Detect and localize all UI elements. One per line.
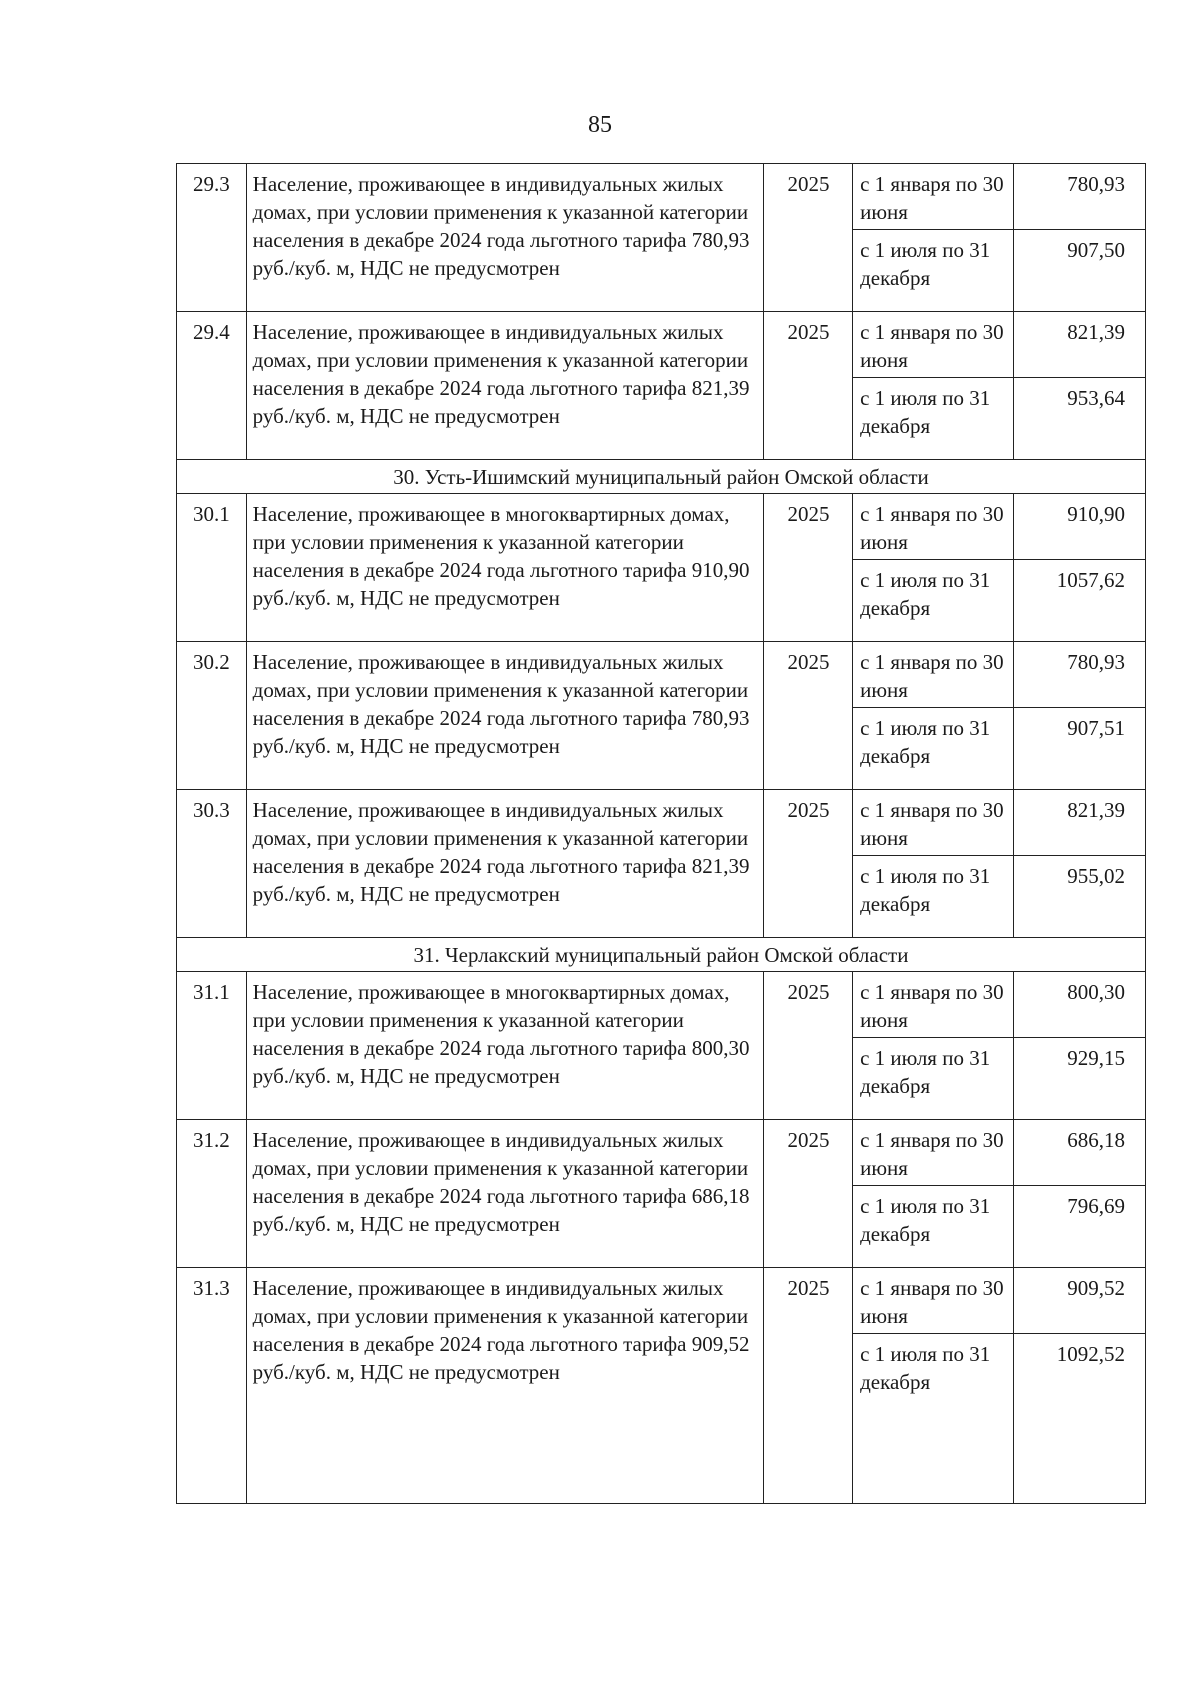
page-number: 85 bbox=[588, 112, 612, 138]
tariff-value: 1057,62 bbox=[1014, 560, 1146, 642]
period-first-half: с 1 января по 30 июня bbox=[853, 1268, 1014, 1334]
tariff-table bbox=[176, 163, 1146, 1504]
row-year: 2025 bbox=[763, 972, 852, 1120]
row-year: 2025 bbox=[763, 1268, 852, 1504]
table-row bbox=[177, 972, 1146, 1038]
section-row bbox=[177, 460, 1146, 494]
table-row bbox=[177, 1120, 1146, 1186]
tariff-value: 907,51 bbox=[1014, 708, 1146, 790]
period-first-half: с 1 января по 30 июня bbox=[853, 312, 1014, 378]
table-row bbox=[177, 494, 1146, 560]
row-number: 31.2 bbox=[177, 1120, 247, 1268]
tariff-value: 821,39 bbox=[1014, 790, 1146, 856]
row-description: Население, проживающее в индивидуальных жилых домах, при условии применения к указанной категории населения в декабре 2024 года льготного тарифа 686,18 руб./куб. м, НДС не предусмотрен bbox=[246, 1120, 763, 1268]
tariff-value: 910,90 bbox=[1014, 494, 1146, 560]
period-second-half: с 1 июля по 31 декабря bbox=[853, 856, 1014, 938]
period-first-half: с 1 января по 30 июня bbox=[853, 972, 1014, 1038]
tariff-value: 953,64 bbox=[1014, 378, 1146, 460]
row-number: 31.1 bbox=[177, 972, 247, 1120]
row-year: 2025 bbox=[763, 164, 852, 312]
table-row bbox=[177, 312, 1146, 378]
tariff-value: 1092,52 bbox=[1014, 1334, 1146, 1504]
tariff-value: 909,52 bbox=[1014, 1268, 1146, 1334]
row-year: 2025 bbox=[763, 312, 852, 460]
period-first-half: с 1 января по 30 июня bbox=[853, 790, 1014, 856]
row-year: 2025 bbox=[763, 494, 852, 642]
period-first-half: с 1 января по 30 июня bbox=[853, 642, 1014, 708]
period-second-half: с 1 июля по 31 декабря bbox=[853, 560, 1014, 642]
tariff-value: 800,30 bbox=[1014, 972, 1146, 1038]
row-description: Население, проживающее в индивидуальных жилых домах, при условии применения к указанной категории населения в декабре 2024 года льготного тарифа 821,39 руб./куб. м, НДС не предусмотрен bbox=[246, 790, 763, 938]
row-description: Население, проживающее в индивидуальных жилых домах, при условии применения к указанной категории населения в декабре 2024 года льготного тарифа 780,93 руб./куб. м, НДС не предусмотрен bbox=[246, 164, 763, 312]
tariff-value: 821,39 bbox=[1014, 312, 1146, 378]
period-second-half: с 1 июля по 31 декабря bbox=[853, 230, 1014, 312]
section-title: 31. Черлакский муниципальный район Омской области bbox=[177, 938, 1146, 972]
tariff-value: 955,02 bbox=[1014, 856, 1146, 938]
table-row bbox=[177, 790, 1146, 856]
period-second-half: с 1 июля по 31 декабря bbox=[853, 708, 1014, 790]
row-number: 30.3 bbox=[177, 790, 247, 938]
period-first-half: с 1 января по 30 июня bbox=[853, 164, 1014, 230]
period-first-half: с 1 января по 30 июня bbox=[853, 1120, 1014, 1186]
row-description: Население, проживающее в индивидуальных жилых домах, при условии применения к указанной категории населения в декабре 2024 года льготного тарифа 909,52 руб./куб. м, НДС не предусмотрен bbox=[246, 1268, 763, 1504]
section-row bbox=[177, 938, 1146, 972]
table-row bbox=[177, 642, 1146, 708]
row-number: 30.2 bbox=[177, 642, 247, 790]
row-year: 2025 bbox=[763, 642, 852, 790]
table-row bbox=[177, 1268, 1146, 1334]
row-year: 2025 bbox=[763, 1120, 852, 1268]
period-second-half: с 1 июля по 31 декабря bbox=[853, 1186, 1014, 1268]
row-number: 31.3 bbox=[177, 1268, 247, 1504]
tariff-value: 686,18 bbox=[1014, 1120, 1146, 1186]
row-number: 29.4 bbox=[177, 312, 247, 460]
tariff-value: 780,93 bbox=[1014, 642, 1146, 708]
row-number: 30.1 bbox=[177, 494, 247, 642]
period-second-half: с 1 июля по 31 декабря bbox=[853, 378, 1014, 460]
tariff-value: 780,93 bbox=[1014, 164, 1146, 230]
section-title: 30. Усть-Ишимский муниципальный район Омской области bbox=[177, 460, 1146, 494]
tariff-value: 907,50 bbox=[1014, 230, 1146, 312]
row-description: Население, проживающее в индивидуальных жилых домах, при условии применения к указанной категории населения в декабре 2024 года льготного тарифа 780,93 руб./куб. м, НДС не предусмотрен bbox=[246, 642, 763, 790]
row-year: 2025 bbox=[763, 790, 852, 938]
row-description: Население, проживающее в индивидуальных жилых домах, при условии применения к указанной категории населения в декабре 2024 года льготного тарифа 821,39 руб./куб. м, НДС не предусмотрен bbox=[246, 312, 763, 460]
row-number: 29.3 bbox=[177, 164, 247, 312]
table-row bbox=[177, 164, 1146, 230]
period-first-half: с 1 января по 30 июня bbox=[853, 494, 1014, 560]
period-second-half: с 1 июля по 31 декабря bbox=[853, 1038, 1014, 1120]
period-second-half: с 1 июля по 31 декабря bbox=[853, 1334, 1014, 1504]
tariff-value: 796,69 bbox=[1014, 1186, 1146, 1268]
row-description: Население, проживающее в многоквартирных домах, при условии применения к указанной категории населения в декабре 2024 года льготного тарифа 910,90 руб./куб. м, НДС не предусмотрен bbox=[246, 494, 763, 642]
row-description: Население, проживающее в многоквартирных домах, при условии применения к указанной категории населения в декабре 2024 года льготного тарифа 800,30 руб./куб. м, НДС не предусмотрен bbox=[246, 972, 763, 1120]
tariff-value: 929,15 bbox=[1014, 1038, 1146, 1120]
